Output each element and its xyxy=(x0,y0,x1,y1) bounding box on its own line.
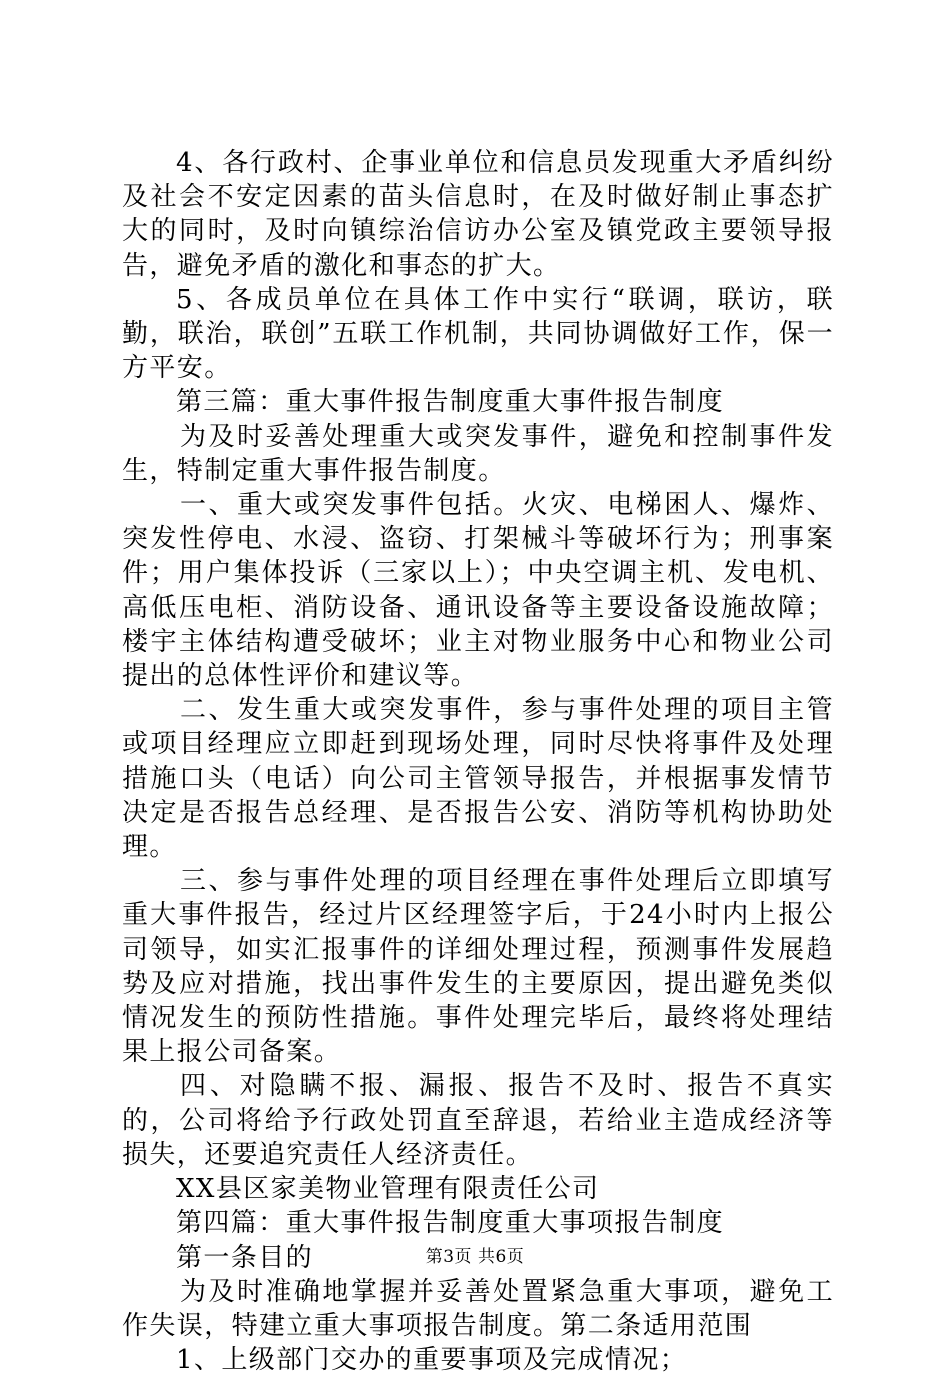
paragraph-clause-4: 四、对隐瞒不报、漏报、报告不及时、报告不真实的，公司将给予行政处罚直至辞退，若给业主造成经济等损失，还要追究责任人经济责任。 xyxy=(122,1071,834,1170)
paragraph-clause-2: 二、发生重大或突发事件，参与事件处理的项目主管或项目经理应立即赶到现场处理，同时尽快将事件及处理措施口头（电话）向公司主管领导报告，并根据事发情节决定是否报告总经理、是否报告公安、消防等机构协助处理。 xyxy=(122,695,834,863)
paragraph-article-1: 为及时准确地掌握并妥善处置紧急重大事项，避免工作失误，特建立重大事项报告制度。第二条适用范围 xyxy=(122,1276,834,1341)
paragraph-purpose: 为及时妥善处理重大或突发事件，避免和控制事件发生，特制定重大事件报告制度。 xyxy=(122,421,834,486)
article-1-heading: 第一条目的 xyxy=(176,1242,314,1273)
paragraph-clause-1: 一、重大或突发事件包括。火灾、电梯困人、爆炸、突发性停电、水浸、盗窃、打架械斗等破坏行为；刑事案件；用户集体投诉（三家以上）；中央空调主机、发电机、高低压电柜、消防设备、通讯设备等主要设备设施故障；楼宇主体结构遭受破坏；业主对物业服务中心和物业公司提出的总体性评价和建议等。 xyxy=(122,490,834,692)
company-signature: XX县区家美物业管理有限责任公司 xyxy=(176,1174,600,1205)
document-body xyxy=(122,146,834,1377)
paragraph-item-4: 4、各行政村、企事业单位和信息员发现重大矛盾纠纷及社会不安定因素的苗头信息时，在及时做好制止事态扩大的同时，及时向镇综治信访办公室及镇党政主要领导报告，避免矛盾的激化和事态的扩大。 xyxy=(122,148,834,281)
section-heading-part-3: 第三篇：重大事件报告制度重大事件报告制度 xyxy=(176,387,725,418)
section-heading-part-4: 第四篇：重大事件报告制度重大事项报告制度 xyxy=(176,1208,725,1239)
paragraph-item-5: 5、各成员单位在具体工作中实行“联调，联访，联勤，联治，联创”五联工作机制，共同协调做好工作，保一方平安。 xyxy=(122,284,834,384)
paragraph-clause-3: 三、参与事件处理的项目经理在事件处理后立即填写重大事件报告，经过片区经理签字后，于24小时内上报公司领导，如实汇报事件的详细处理过程，预测事件发展趋势及应对措施，找出事件发生的主要原因，提出避免类似情况发生的预防性措施。事件处理完毕后，最终将处理结果上报公司备案。 xyxy=(122,866,834,1068)
page-number-footer: 第3页 共6页 xyxy=(425,1247,525,1267)
paragraph-scope-1: 1、上级部门交办的重要事项及完成情况； xyxy=(176,1345,688,1376)
